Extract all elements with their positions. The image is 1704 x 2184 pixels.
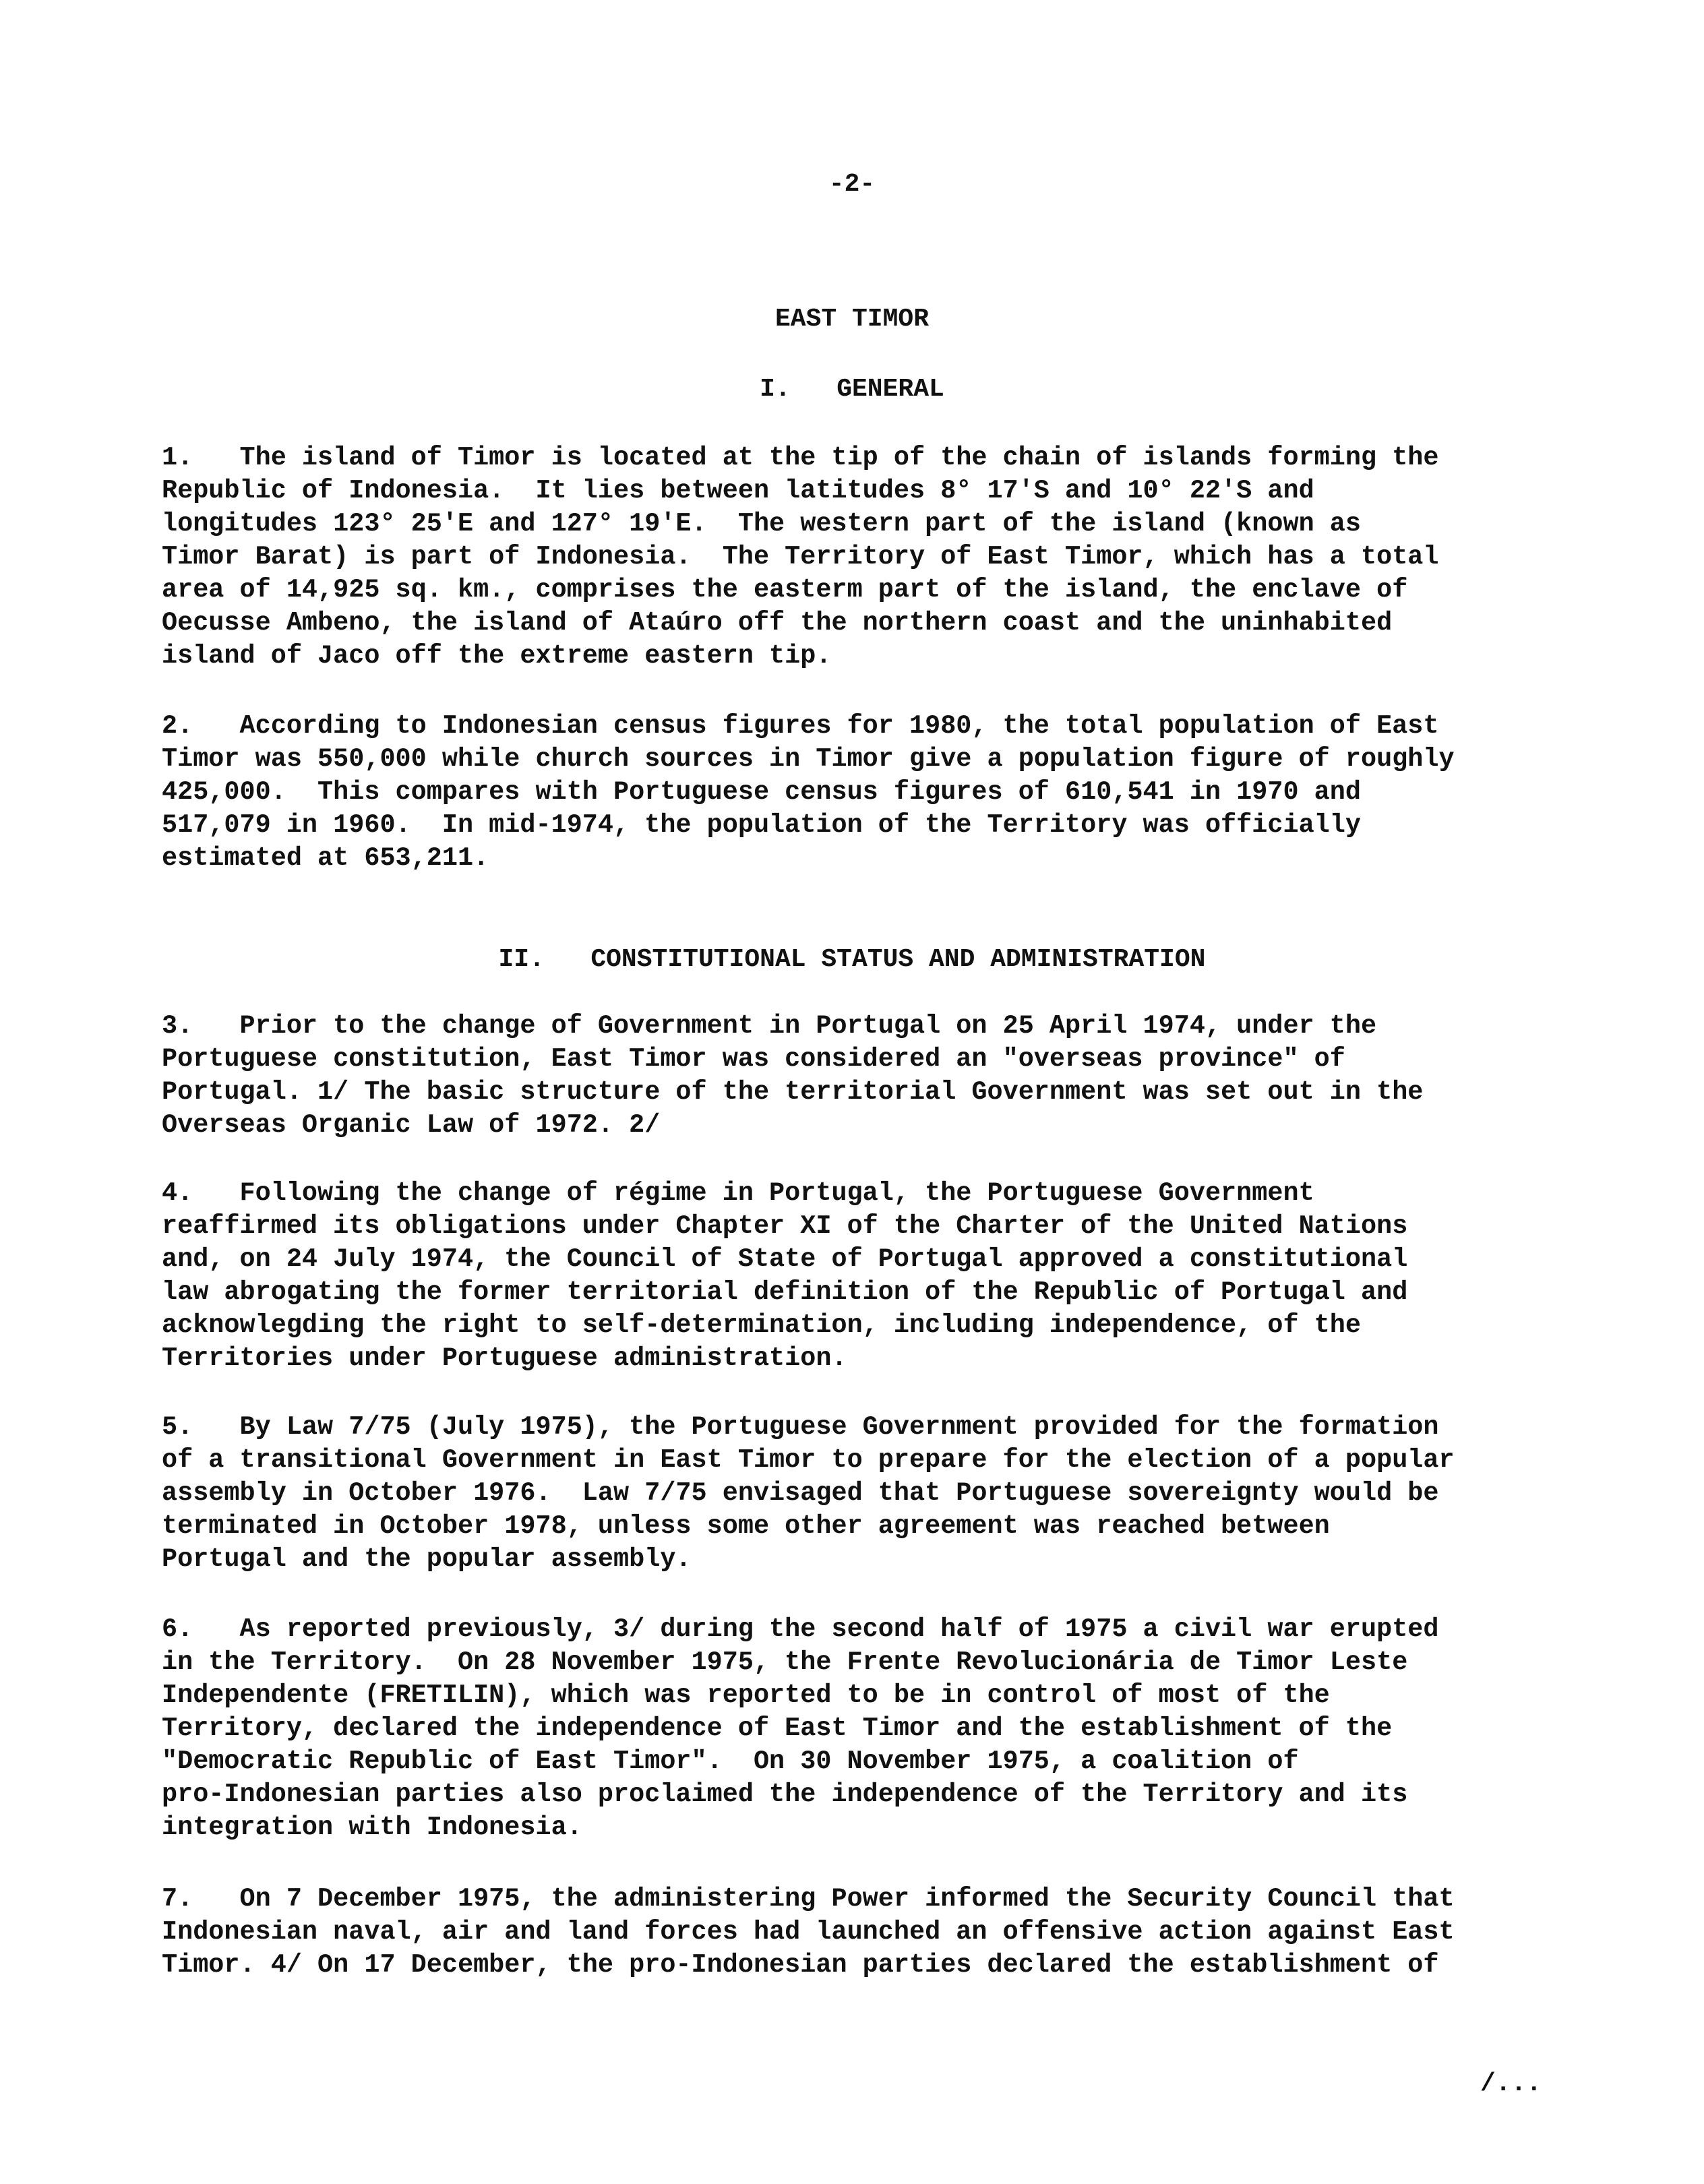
paragraph-line: 7. On 7 December 1975, the administering Power informed the Security Council that: [162, 1884, 1455, 1914]
paragraph-line: Portugal and the popular assembly.: [162, 1544, 692, 1574]
paragraph-line: Timor. 4/ On 17 December, the pro-Indonesian parties declared the establishment of: [162, 1950, 1439, 1980]
paragraph-line: 3. Prior to the change of Government in Portugal on 25 April 1974, under the: [162, 1011, 1377, 1041]
paragraph-line: estimated at 653,211.: [162, 843, 489, 873]
paragraph-line: area of 14,925 sq. km., comprises the easterm part of the island, the enclave of: [162, 575, 1408, 605]
paragraph-line: 5. By Law 7/75 (July 1975), the Portuguese Government provided for the formation: [162, 1412, 1439, 1442]
paragraph-line: island of Jaco off the extreme eastern tip.: [162, 641, 832, 671]
paragraph-2: [162, 710, 1564, 875]
continuation-marker: /...: [1480, 2069, 1542, 2098]
paragraph-line: 2. According to Indonesian census figures for 1980, the total population of East: [162, 711, 1439, 741]
paragraph-line: Territories under Portuguese administration.: [162, 1343, 847, 1373]
paragraph-line: 517,079 in 1960. In mid-1974, the population of the Territory was officially: [162, 810, 1361, 840]
paragraph-7: [162, 1883, 1564, 1982]
paragraph-line: 425,000. This compares with Portuguese census figures of 610,541 in 1970 and: [162, 777, 1361, 807]
paragraph-line: Timor Barat) is part of Indonesia. The Territory of East Timor, which has a total: [162, 542, 1439, 572]
paragraph-line: in the Territory. On 28 November 1975, the Frente Revolucionária de Timor Leste: [162, 1647, 1408, 1677]
paragraph-line: Indonesian naval, air and land forces had launched an offensive action against East: [162, 1917, 1455, 1947]
paragraph-line: terminated in October 1978, unless some other agreement was reached between: [162, 1511, 1330, 1541]
paragraph-line: Overseas Organic Law of 1972. 2/: [162, 1110, 661, 1140]
paragraph-line: and, on 24 July 1974, the Council of State of Portugal approved a constitutional: [162, 1244, 1408, 1274]
paragraph-line: assembly in October 1976. Law 7/75 envisaged that Portuguese sovereignty would be: [162, 1478, 1439, 1508]
paragraph-line: Territory, declared the independence of East Timor and the establishment of the: [162, 1713, 1393, 1743]
paragraph-line: Independente (FRETILIN), which was reported to be in control of most of the: [162, 1680, 1330, 1710]
paragraph-line: Portuguese constitution, East Timor was considered an "overseas province" of: [162, 1044, 1345, 1074]
paragraph-line: pro-Indonesian parties also proclaimed the independence of the Territory and its: [162, 1780, 1408, 1809]
paragraph-line: Portugal. 1/ The basic structure of the territorial Government was set out in the: [162, 1077, 1424, 1107]
paragraph-3: [162, 1010, 1564, 1142]
paragraph-1: [162, 442, 1564, 673]
page-number: -2-: [828, 170, 876, 199]
paragraph-line: Oecusse Ambeno, the island of Ataúro off the northern coast and the uninhabited: [162, 608, 1393, 638]
paragraph-line: 1. The island of Timor is located at the tip of the chain of islands forming the: [162, 443, 1439, 473]
paragraph-line: Timor was 550,000 while church sources in Timor give a population figure of roughly: [162, 744, 1455, 774]
paragraph-line: "Democratic Republic of East Timor". On 30 November 1975, a coalition of: [162, 1747, 1299, 1776]
section-heading-constitutional-status: II. CONSTITUTIONAL STATUS AND ADMINISTRATION: [498, 945, 1206, 974]
paragraph-6: [162, 1613, 1564, 1844]
paragraph-5: [162, 1411, 1564, 1576]
paragraph-line: law abrogating the former territorial definition of the Republic of Portugal and: [162, 1277, 1408, 1307]
paragraph-line: Republic of Indonesia. It lies between latitudes 8° 17'S and 10° 22'S and: [162, 476, 1314, 506]
section-heading-general: I. GENERAL: [760, 375, 944, 404]
paragraph-line: of a transitional Government in East Timor to prepare for the election of a popular: [162, 1445, 1455, 1475]
paragraph-line: reaffirmed its obligations under Chapter XI of the Charter of the United Nations: [162, 1211, 1408, 1241]
paragraph-line: integration with Indonesia.: [162, 1813, 582, 1842]
paragraph-line: longitudes 123° 25'E and 127° 19'E. The western part of the island (known as: [162, 509, 1361, 539]
paragraph-4: [162, 1177, 1564, 1375]
document-title: EAST TIMOR: [774, 305, 930, 334]
paragraph-line: acknowlegding the right to self-determination, including independence, of the: [162, 1310, 1361, 1340]
paragraph-line: 6. As reported previously, 3/ during the second half of 1975 a civil war erupted: [162, 1614, 1439, 1644]
paragraph-line: 4. Following the change of régime in Portugal, the Portuguese Government: [162, 1178, 1314, 1208]
